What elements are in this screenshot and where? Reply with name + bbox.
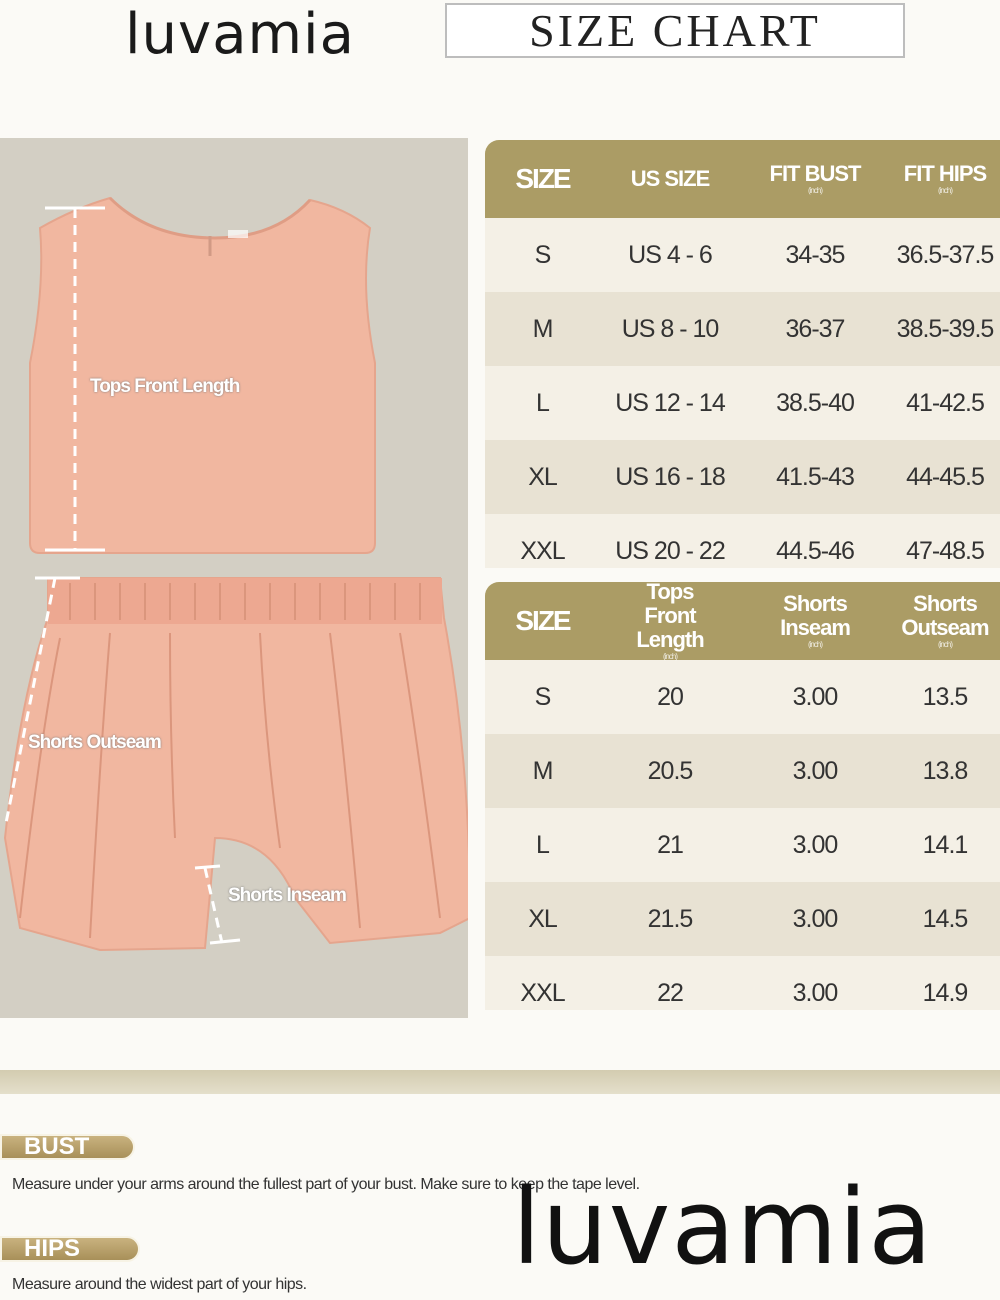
table-row: S 20 3.00 13.5 bbox=[485, 660, 1000, 734]
garment-illustration-panel bbox=[0, 138, 468, 1018]
table-row: XXL 22 3.00 14.9 bbox=[485, 956, 1000, 1010]
shorts-inseam-label: Shorts Inseam bbox=[228, 885, 346, 906]
table-row: XL 21.5 3.00 14.5 bbox=[485, 882, 1000, 956]
table-row: XXL US 20 - 22 44.5-46 47-48.5 bbox=[485, 514, 1000, 568]
bust-heading: BUST bbox=[0, 1134, 135, 1160]
table-row: S US 4 - 6 34-35 36.5-37.5 bbox=[485, 218, 1000, 292]
size-table-body bbox=[485, 140, 1000, 568]
table-row: L US 12 - 14 38.5-40 41-42.5 bbox=[485, 366, 1000, 440]
measurement-table-body bbox=[485, 582, 1000, 1010]
header-cell: SIZE bbox=[515, 605, 570, 636]
bust-instructions: Measure under your arms around the fullest part of your bust. Make sure to keep the tape level. bbox=[12, 1176, 640, 1193]
header-cell: Shorts Outseam (inch) bbox=[901, 591, 989, 649]
hips-instructions: Measure around the widest part of your hips. bbox=[12, 1276, 307, 1293]
shorts-outseam-label: Shorts Outseam bbox=[28, 732, 161, 753]
measurement-table-header bbox=[485, 582, 1000, 660]
header-cell: SIZE bbox=[515, 163, 570, 194]
table-row: L 21 3.00 14.1 bbox=[485, 808, 1000, 882]
tops-front-length-label: Tops Front Length bbox=[90, 376, 240, 397]
size-table-rows bbox=[485, 218, 1000, 568]
header-cell: Tops Front Length (inch) bbox=[636, 582, 704, 661]
header-cell: FIT HIPS (inch) bbox=[903, 161, 987, 195]
size-chart-title: SIZE CHART bbox=[445, 3, 905, 58]
header-cell: Shorts Inseam (inch) bbox=[780, 591, 850, 649]
brand-logo-top: luvamia bbox=[125, 2, 355, 67]
measurement-table-rows bbox=[485, 660, 1000, 1010]
divider-band bbox=[0, 1070, 1000, 1094]
table-row: M US 8 - 10 36-37 38.5-39.5 bbox=[485, 292, 1000, 366]
hips-heading: HIPS bbox=[0, 1236, 140, 1262]
brand-logo-bottom: luvamia bbox=[512, 1166, 934, 1288]
header-cell: US SIZE bbox=[630, 166, 710, 191]
size-table-header bbox=[485, 140, 1000, 218]
header-cell: FIT BUST (inch) bbox=[769, 161, 861, 195]
table-row: M 20.5 3.00 13.8 bbox=[485, 734, 1000, 808]
table-row: XL US 16 - 18 41.5-43 44-45.5 bbox=[485, 440, 1000, 514]
